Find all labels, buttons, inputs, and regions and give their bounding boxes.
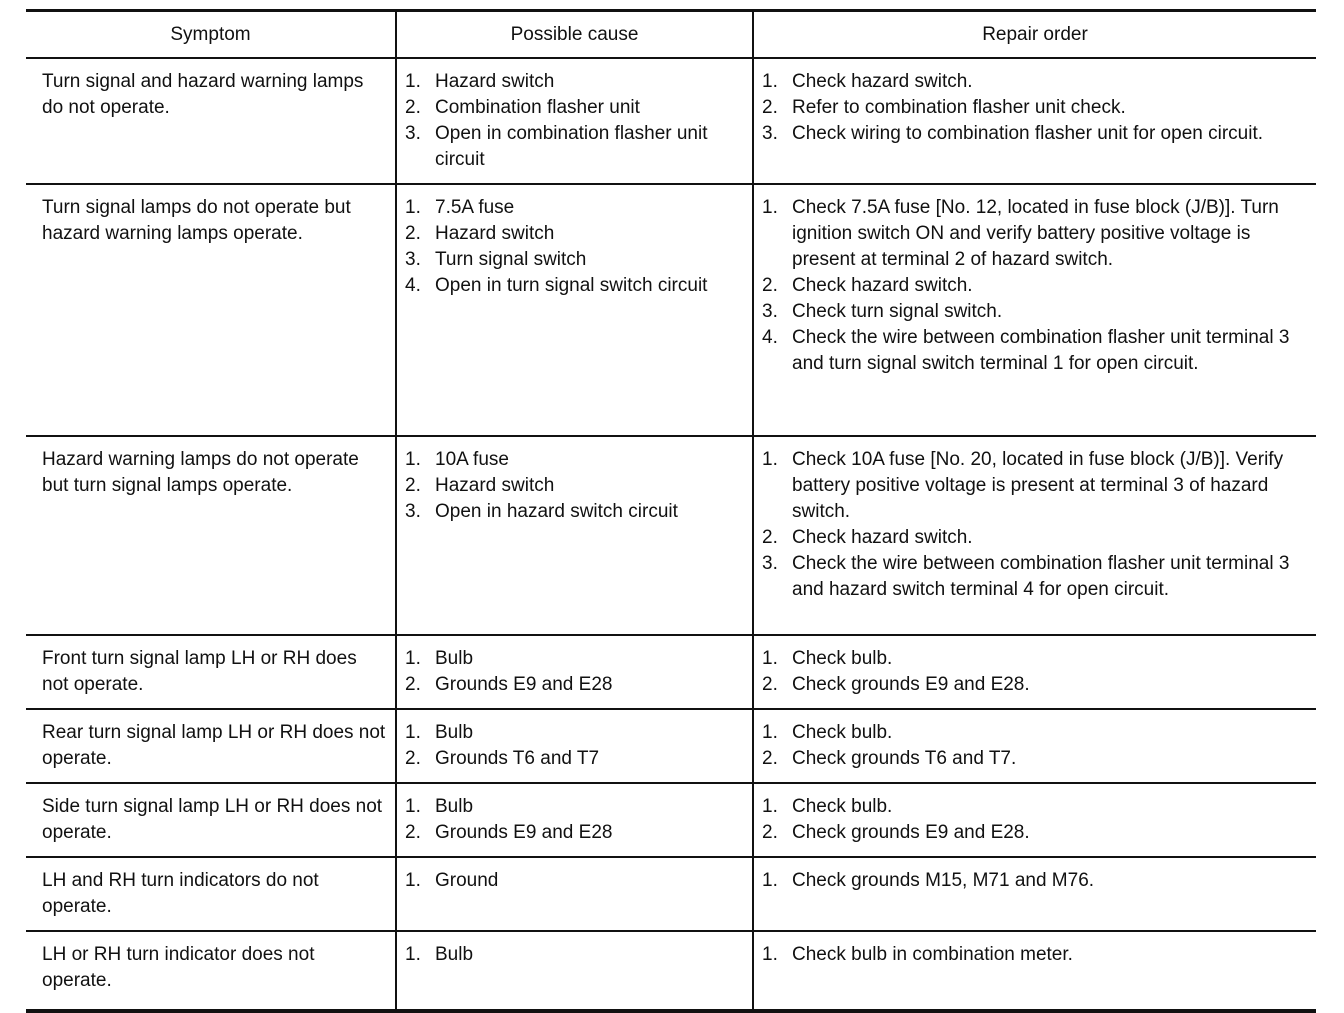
repair-item-text: Refer to combination flasher unit check. — [792, 97, 1126, 118]
repair-list — [762, 942, 1300, 968]
table-row — [26, 58, 1316, 184]
cause-list — [405, 720, 744, 772]
cause-item-text: Bulb — [435, 722, 474, 743]
item-number: 2. — [762, 748, 778, 769]
repair-list — [762, 646, 1300, 698]
table-row — [26, 783, 1316, 857]
cause-item — [405, 195, 744, 221]
cause-item-text: 10A fuse — [435, 449, 509, 470]
repair-item — [762, 195, 1300, 273]
repair-item-text: Check bulb in combination meter. — [792, 944, 1073, 965]
cause-item-text: Hazard switch — [435, 71, 555, 92]
item-number: 1. — [762, 870, 778, 891]
cause-cell — [396, 709, 753, 783]
item-number: 2. — [405, 97, 421, 118]
repair-item-text: Check 10A fuse [No. 20, located in fuse block (J/B)]. Verify battery positive voltage is present at terminal 3 of hazard switch. — [792, 449, 1284, 522]
cause-item-text: Hazard switch — [435, 223, 555, 244]
repair-list — [762, 195, 1300, 377]
item-number: 1. — [762, 449, 778, 470]
table-row — [26, 635, 1316, 709]
repair-item — [762, 551, 1300, 603]
item-number: 2. — [762, 674, 778, 695]
item-number: 2. — [762, 527, 778, 548]
item-number: 1. — [405, 796, 421, 817]
repair-item — [762, 720, 1300, 746]
repair-item-text: Check hazard switch. — [792, 71, 973, 92]
repair-list — [762, 69, 1300, 147]
cause-item-text: Bulb — [435, 796, 474, 817]
table-header-row — [26, 11, 1316, 59]
repair-item-text: Check grounds E9 and E28. — [792, 674, 1030, 695]
repair-item — [762, 820, 1300, 846]
cause-item-text: Combination flasher unit — [435, 97, 640, 118]
header-repair-order: Repair order — [753, 11, 1316, 59]
cause-cell — [396, 857, 753, 931]
repair-item — [762, 672, 1300, 698]
item-number: 3. — [405, 501, 421, 522]
item-number: 1. — [762, 648, 778, 669]
table-row — [26, 857, 1316, 931]
repair-list — [762, 868, 1300, 894]
repair-item-text: Check the wire between combination flasher unit terminal 3 and hazard switch terminal 4 for open circuit. — [792, 553, 1290, 600]
cause-item — [405, 473, 744, 499]
item-number: 1. — [405, 449, 421, 470]
item-number: 1. — [762, 722, 778, 743]
cause-item — [405, 820, 744, 846]
cause-list — [405, 447, 744, 525]
item-number: 2. — [762, 822, 778, 843]
item-number: 3. — [762, 301, 778, 322]
cause-list — [405, 195, 744, 299]
troubleshooting-table-container — [26, 9, 1316, 1013]
repair-item-text: Check hazard switch. — [792, 527, 973, 548]
cause-cell — [396, 184, 753, 436]
repair-cell — [753, 184, 1316, 436]
symptom-cell: Rear turn signal lamp LH or RH does not operate. — [26, 709, 396, 783]
table-row — [26, 709, 1316, 783]
item-number: 1. — [762, 944, 778, 965]
cause-list — [405, 69, 744, 173]
symptom-cell: Side turn signal lamp LH or RH does not operate. — [26, 783, 396, 857]
cause-cell — [396, 931, 753, 1011]
repair-item — [762, 325, 1300, 377]
repair-item-text: Check the wire between combination flasher unit terminal 3 and turn signal switch terminal 1 for open circuit. — [792, 327, 1290, 374]
item-number: 1. — [405, 648, 421, 669]
item-number: 3. — [762, 553, 778, 574]
item-number: 2. — [405, 748, 421, 769]
cause-item-text: 7.5A fuse — [435, 197, 515, 218]
repair-item-text: Check grounds E9 and E28. — [792, 822, 1030, 843]
item-number: 4. — [405, 275, 421, 296]
cause-item — [405, 221, 744, 247]
repair-item — [762, 121, 1300, 147]
repair-item — [762, 525, 1300, 551]
cause-item-text: Bulb — [435, 944, 474, 965]
item-number: 2. — [762, 275, 778, 296]
cause-item — [405, 499, 744, 525]
repair-item-text: Check grounds M15, M71 and M76. — [792, 870, 1095, 891]
cause-item-text: Open in turn signal switch circuit — [435, 275, 708, 296]
item-number: 1. — [762, 71, 778, 92]
table-row — [26, 931, 1316, 1011]
repair-cell — [753, 857, 1316, 931]
cause-item — [405, 95, 744, 121]
repair-item-text: Check 7.5A fuse [No. 12, located in fuse block (J/B)]. Turn ignition switch ON and verify battery positive voltage is present at terminal 2 of hazard switch. — [792, 197, 1279, 270]
item-number: 3. — [405, 123, 421, 144]
header-possible-cause: Possible cause — [396, 11, 753, 59]
header-symptom: Symptom — [26, 11, 396, 59]
cause-cell — [396, 783, 753, 857]
symptom-cell: Turn signal and hazard warning lamps do not operate. — [26, 58, 396, 184]
cause-item — [405, 646, 744, 672]
repair-item-text: Check wiring to combination flasher unit for open circuit. — [792, 123, 1264, 144]
repair-item — [762, 69, 1300, 95]
symptom-cell: Front turn signal lamp LH or RH does not operate. — [26, 635, 396, 709]
cause-item — [405, 69, 744, 95]
cause-item — [405, 720, 744, 746]
cause-item-text: Grounds E9 and E28 — [435, 822, 613, 843]
table-body — [26, 58, 1316, 1011]
symptom-cell: Turn signal lamps do not operate but hazard warning lamps operate. — [26, 184, 396, 436]
table-row — [26, 436, 1316, 635]
repair-item-text: Check grounds T6 and T7. — [792, 748, 1017, 769]
cause-item-text: Open in combination flasher unit circuit — [435, 123, 708, 170]
item-number: 3. — [405, 249, 421, 270]
item-number: 4. — [762, 327, 778, 348]
repair-item — [762, 447, 1300, 525]
cause-item-text: Ground — [435, 870, 499, 891]
item-number: 1. — [405, 71, 421, 92]
item-number: 2. — [405, 223, 421, 244]
cause-item-text: Turn signal switch — [435, 249, 587, 270]
cause-item — [405, 672, 744, 698]
repair-item — [762, 273, 1300, 299]
item-number: 2. — [405, 475, 421, 496]
repair-item — [762, 942, 1300, 968]
cause-item — [405, 868, 744, 894]
cause-item-text: Hazard switch — [435, 475, 555, 496]
cause-item — [405, 794, 744, 820]
item-number: 1. — [405, 944, 421, 965]
repair-item — [762, 868, 1300, 894]
item-number: 1. — [405, 722, 421, 743]
repair-item — [762, 646, 1300, 672]
cause-item-text: Open in hazard switch circuit — [435, 501, 678, 522]
cause-cell — [396, 635, 753, 709]
cause-item — [405, 942, 744, 968]
repair-list — [762, 720, 1300, 772]
repair-list — [762, 794, 1300, 846]
repair-cell — [753, 58, 1316, 184]
repair-cell — [753, 436, 1316, 635]
repair-item — [762, 794, 1300, 820]
item-number: 2. — [405, 674, 421, 695]
repair-list — [762, 447, 1300, 603]
repair-item-text: Check bulb. — [792, 648, 893, 669]
cause-item — [405, 121, 744, 173]
repair-cell — [753, 635, 1316, 709]
cause-item — [405, 273, 744, 299]
cause-list — [405, 646, 744, 698]
cause-cell — [396, 58, 753, 184]
symptom-cell: LH and RH turn indicators do not operate. — [26, 857, 396, 931]
repair-item-text: Check bulb. — [792, 796, 893, 817]
cause-item-text: Bulb — [435, 648, 474, 669]
cause-item-text: Grounds T6 and T7 — [435, 748, 600, 769]
cause-list — [405, 794, 744, 846]
symptom-cell: LH or RH turn indicator does not operate. — [26, 931, 396, 1011]
item-number: 1. — [405, 870, 421, 891]
cause-list — [405, 942, 744, 968]
cause-item-text: Grounds E9 and E28 — [435, 674, 613, 695]
repair-cell — [753, 931, 1316, 1011]
repair-item — [762, 95, 1300, 121]
item-number: 1. — [762, 197, 778, 218]
item-number: 1. — [405, 197, 421, 218]
cause-list — [405, 868, 744, 894]
repair-cell — [753, 709, 1316, 783]
cause-item — [405, 746, 744, 772]
repair-item — [762, 299, 1300, 325]
cause-item — [405, 247, 744, 273]
cause-item — [405, 447, 744, 473]
troubleshooting-table — [26, 9, 1316, 1013]
repair-item-text: Check bulb. — [792, 722, 893, 743]
repair-item-text: Check hazard switch. — [792, 275, 973, 296]
item-number: 2. — [405, 822, 421, 843]
item-number: 2. — [762, 97, 778, 118]
item-number: 1. — [762, 796, 778, 817]
cause-cell — [396, 436, 753, 635]
repair-item-text: Check turn signal switch. — [792, 301, 1003, 322]
item-number: 3. — [762, 123, 778, 144]
repair-item — [762, 746, 1300, 772]
table-row — [26, 184, 1316, 436]
repair-cell — [753, 783, 1316, 857]
symptom-cell: Hazard warning lamps do not operate but turn signal lamps operate. — [26, 436, 396, 635]
